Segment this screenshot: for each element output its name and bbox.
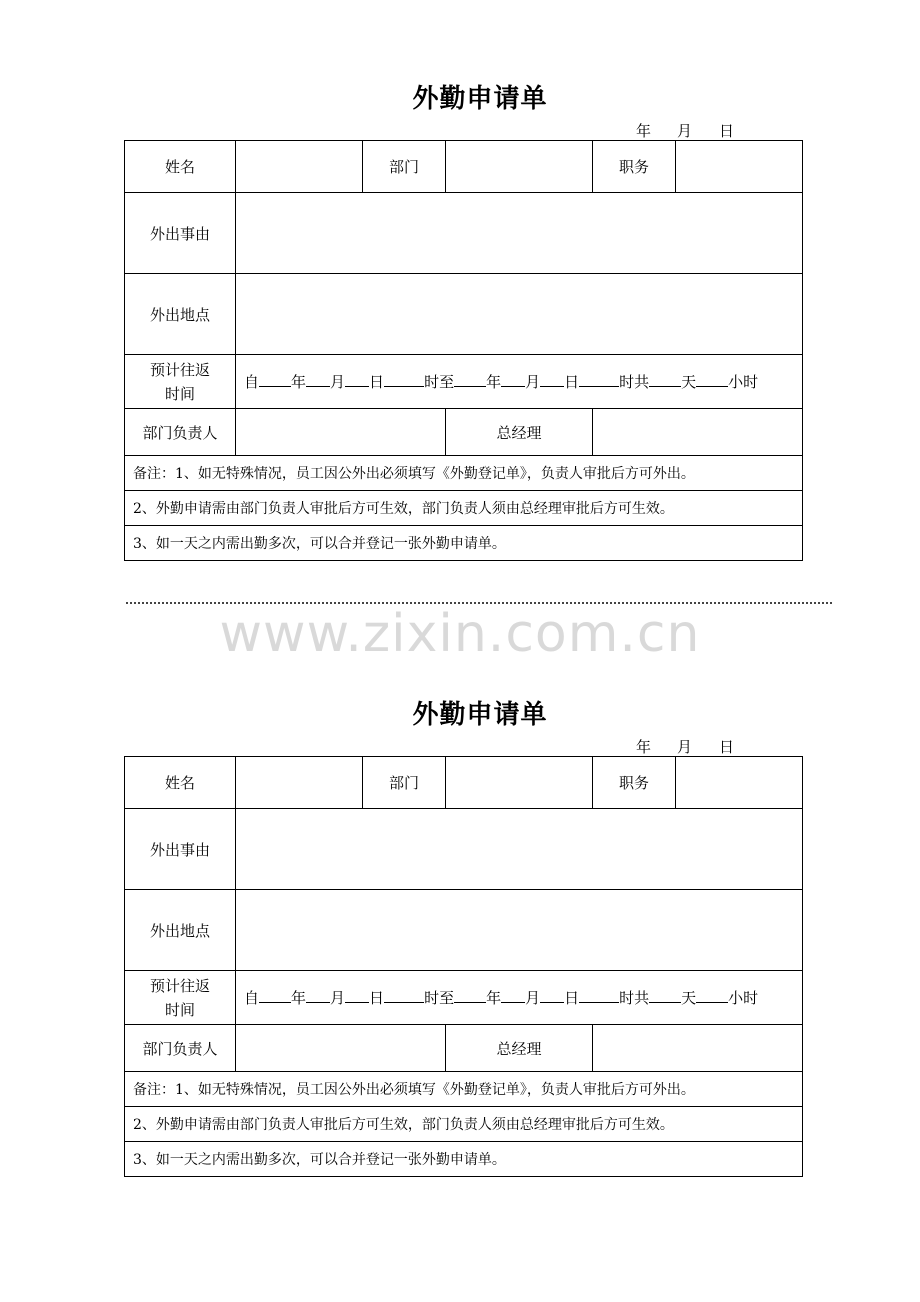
location-label: 外出地点 <box>125 274 236 355</box>
note-3: 3、如一天之内需出勤多次，可以合并登记一张外勤申请单。 <box>125 526 803 561</box>
blank-total-hours[interactable] <box>696 372 728 387</box>
time-field[interactable] <box>236 355 803 409</box>
time-label-line2: 时间 <box>164 1000 195 1019</box>
time-text: 年 <box>291 988 307 1007</box>
time-label <box>125 971 236 1025</box>
blank-total-hours[interactable] <box>696 988 728 1003</box>
position-label: 职务 <box>593 141 676 193</box>
time-text: 时至 <box>424 988 455 1007</box>
location-field[interactable] <box>236 890 803 971</box>
blank-start-year[interactable] <box>259 988 291 1003</box>
blank-start-year[interactable] <box>259 372 291 387</box>
dept-head-field[interactable] <box>236 409 446 456</box>
time-text: 日 <box>564 988 580 1007</box>
blank-start-day[interactable] <box>345 988 369 1003</box>
time-text: 月 <box>525 372 541 391</box>
blank-total-days[interactable] <box>649 372 681 387</box>
dept-head-field[interactable] <box>236 1025 446 1072</box>
blank-start-month[interactable] <box>306 988 330 1003</box>
application-table <box>124 140 803 561</box>
time-text: 时共 <box>619 988 650 1007</box>
general-manager-field[interactable] <box>593 409 803 456</box>
time-text: 年 <box>486 372 502 391</box>
blank-end-month[interactable] <box>501 372 525 387</box>
form-title: 外勤申请单 <box>412 700 548 730</box>
blank-end-day[interactable] <box>540 988 564 1003</box>
date-month: 月 <box>677 738 693 756</box>
position-field[interactable] <box>676 141 803 193</box>
blank-start-hour[interactable] <box>384 372 424 387</box>
blank-end-year[interactable] <box>454 988 486 1003</box>
time-text: 月 <box>330 988 346 1007</box>
time-text: 自 <box>244 988 260 1007</box>
note-1: 备注：1、如无特殊情况，员工因公外出必须填写《外勤登记单》，负责人审批后方可外出。 <box>125 456 803 491</box>
blank-end-year[interactable] <box>454 372 486 387</box>
time-text: 月 <box>525 988 541 1007</box>
blank-total-days[interactable] <box>649 988 681 1003</box>
time-field[interactable] <box>236 971 803 1025</box>
date-year: 年 <box>636 738 652 756</box>
time-text: 自 <box>244 372 260 391</box>
name-label: 姓名 <box>125 141 236 193</box>
time-text: 时共 <box>619 372 650 391</box>
time-text: 小时 <box>728 988 759 1007</box>
general-manager-label: 总经理 <box>446 1025 593 1072</box>
name-label: 姓名 <box>125 757 236 809</box>
reason-label: 外出事由 <box>125 193 236 274</box>
dept-head-label: 部门负责人 <box>125 409 236 456</box>
department-field[interactable] <box>446 141 593 193</box>
date-day: 日 <box>719 122 735 140</box>
reason-field[interactable] <box>236 193 803 274</box>
blank-end-day[interactable] <box>540 372 564 387</box>
time-text: 天 <box>681 988 697 1007</box>
reason-field[interactable] <box>236 809 803 890</box>
time-text: 日 <box>564 372 580 391</box>
blank-start-month[interactable] <box>306 372 330 387</box>
time-text: 天 <box>681 372 697 391</box>
time-text: 年 <box>486 988 502 1007</box>
blank-end-hour[interactable] <box>579 988 619 1003</box>
general-manager-label: 总经理 <box>446 409 593 456</box>
note-2: 2、外勤申请需由部门负责人审批后方可生效，部门负责人须由总经理审批后方可生效。 <box>125 491 803 526</box>
blank-end-month[interactable] <box>501 988 525 1003</box>
location-label: 外出地点 <box>125 890 236 971</box>
time-text: 月 <box>330 372 346 391</box>
name-field[interactable] <box>236 141 363 193</box>
time-label <box>125 355 236 409</box>
note-2: 2、外勤申请需由部门负责人审批后方可生效，部门负责人须由总经理审批后方可生效。 <box>125 1107 803 1142</box>
name-field[interactable] <box>236 757 363 809</box>
blank-start-day[interactable] <box>345 372 369 387</box>
note-1: 备注：1、如无特殊情况，员工因公外出必须填写《外勤登记单》，负责人审批后方可外出。 <box>125 1072 803 1107</box>
department-label: 部门 <box>363 757 446 809</box>
blank-start-hour[interactable] <box>384 988 424 1003</box>
blank-end-hour[interactable] <box>579 372 619 387</box>
watermark: www.zixin.com.cn <box>219 604 701 664</box>
time-text: 时至 <box>424 372 455 391</box>
date-year: 年 <box>636 122 652 140</box>
reason-label: 外出事由 <box>125 809 236 890</box>
position-field[interactable] <box>676 757 803 809</box>
date-month: 月 <box>677 122 693 140</box>
department-label: 部门 <box>363 141 446 193</box>
date-day: 日 <box>719 738 735 756</box>
time-text: 日 <box>369 372 385 391</box>
location-field[interactable] <box>236 274 803 355</box>
position-label: 职务 <box>593 757 676 809</box>
time-label-line2: 时间 <box>164 384 195 403</box>
time-text: 年 <box>291 372 307 391</box>
time-label-line1: 预计往返 <box>149 976 210 995</box>
time-text: 日 <box>369 988 385 1007</box>
general-manager-field[interactable] <box>593 1025 803 1072</box>
form-title: 外勤申请单 <box>412 84 548 114</box>
dept-head-label: 部门负责人 <box>125 1025 236 1072</box>
time-label-line1: 预计往返 <box>149 360 210 379</box>
time-text: 小时 <box>728 372 759 391</box>
department-field[interactable] <box>446 757 593 809</box>
application-table <box>124 756 803 1177</box>
note-3: 3、如一天之内需出勤多次，可以合并登记一张外勤申请单。 <box>125 1142 803 1177</box>
